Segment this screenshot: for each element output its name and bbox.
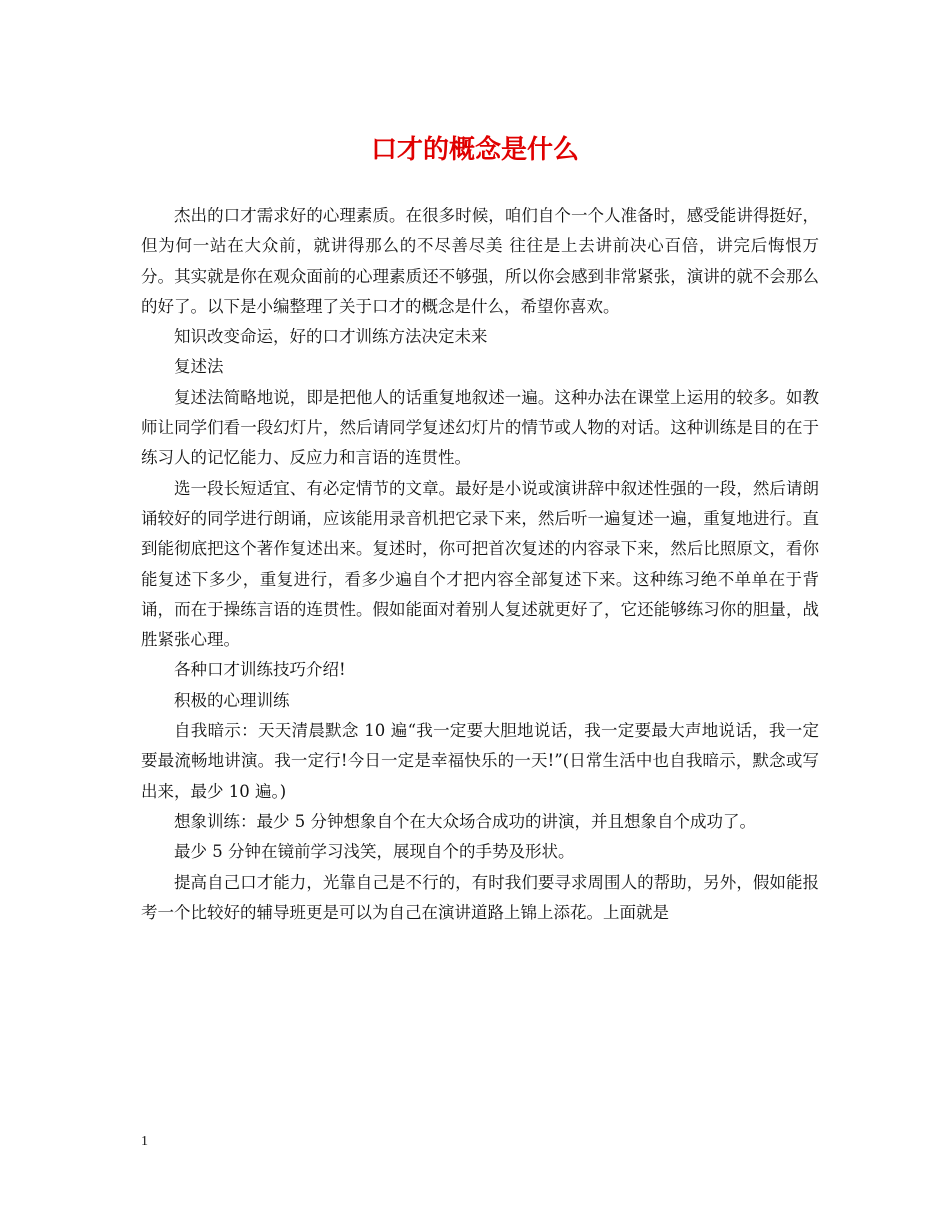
document-body — [141, 201, 819, 928]
paragraph-heading-knowledge: 知识改变命运，好的口才训练方法决定未来 — [174, 327, 488, 347]
paragraph-self-suggestion: 自我暗示：天天清晨默念 10 遍“我一定要大胆地说话，我一定要最大声地说话，我一定要最流畅地讲演。我一定行!今日一定是幸福快乐的一天!”(日常生活中也自我暗示，默念或写出来，最少 10 遍。) — [141, 721, 819, 801]
paragraph-heading-psychology: 积极的心理训练 — [174, 690, 290, 710]
paragraph-intro: 杰出的口才需求好的心理素质。在很多时候，咱们自个一个人准备时，感受能讲得挺好，但为何一站在大众前，就讲得那么的不尽善尽美 往往是上去讲前决心百倍，讲完后悔恨万分。其实就是你在观众面前的心理素质还不够强，所以你会感到非常紧张，演讲的就不会那么的好了。以下是小编整理了关于口才的概念是什么，希望你喜欢。 — [141, 206, 819, 316]
paragraph-improve-ability: 提高自己口才能力，光靠自己是不行的，有时我们要寻求周围人的帮助，另外，假如能报考一个比较好的辅导班更是可以为自己在演讲道路上锦上添花。上面就是 — [141, 872, 819, 922]
paragraph-heading-retelling: 复述法 — [174, 357, 224, 377]
paragraph-heading-techniques: 各种口才训练技巧介绍! — [174, 660, 346, 680]
paragraph-retelling-practice: 选一段长短适宜、有必定情节的文章。最好是小说或演讲辞中叙述性强的一段，然后请朗诵较好的同学进行朗诵，应该能用录音机把它录下来，然后听一遍复述一遍，重复地进行。直到能彻底把这个著作复述出来。复述时，你可把首次复述的内容录下来，然后比照原文，看你能复述下多少，重复进行，看多少遍自个才把内容全部复述下来。这种练习绝不单单在于背诵，而在于操练言语的连贯性。假如能面对着别人复述就更好了，它还能够练习你的胆量，战胜紧张心理。 — [141, 478, 819, 650]
paragraph-imagination: 想象训练：最少 5 分钟想象自个在大众场合成功的讲演，并且想象自个成功了。 — [174, 811, 756, 831]
paragraph-retelling-definition: 复述法简略地说，即是把他人的话重复地叙述一遍。这种办法在课堂上运用的较多。如教师让同学们看一段幻灯片，然后请同学复述幻灯片的情节或人物的对话。这种训练是目的在于练习人的记忆能力、反应力和言语的连贯性。 — [141, 387, 819, 468]
paragraph-mirror-smile: 最少 5 分钟在镜前学习浅笑，展现自个的手势及形状。 — [174, 842, 575, 862]
page-number: 1 — [141, 1134, 148, 1149]
document-title: 口才的概念是什么 — [370, 135, 579, 165]
